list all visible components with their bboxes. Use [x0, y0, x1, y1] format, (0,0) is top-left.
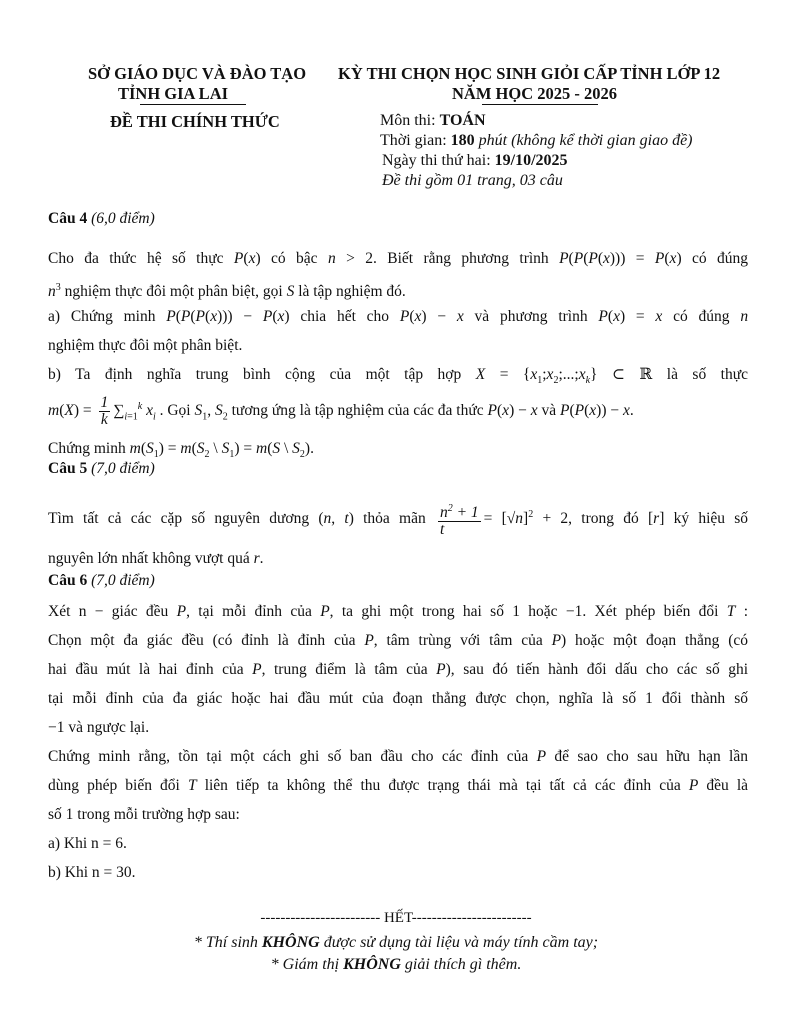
q6-line5: −1 và ngược lại. — [48, 719, 150, 736]
province-name: TỈNH GIA LAI — [118, 84, 229, 103]
q6-line4: tại mỗi đỉnh của đa giác hoặc hai đầu mút của đoạn thẳng được chọn, nghĩa là số 1 đổi thành số — [48, 690, 748, 707]
date-value: 19/10/2025 — [494, 152, 568, 169]
q4-part-a-line2: nghiệm thực đôi một phân biệt. — [48, 337, 243, 354]
footer-note-2: * Giám thị KHÔNG giải thích gì thêm. — [270, 956, 522, 973]
page-count-note: Đề thi gồm 01 trang, 03 câu — [382, 172, 563, 189]
q6-line6: Chứng minh rằng, tồn tại một cách ghi số ban đầu cho các đỉnh của P để sao cho sau hữu hạn lần — [48, 748, 748, 765]
q4-part-a-line1: a) Chứng minh P(P(P(x))) − P(x) chia hết cho P(x) − x và phương trình P(x) = x có đúng n — [48, 308, 749, 325]
exam-title: KỲ THI CHỌN HỌC SINH GIỎI CẤP TỈNH LỚP 12 — [338, 64, 721, 83]
q6-part-a: a) Khi n = 6. — [48, 835, 127, 852]
province-underline — [140, 104, 246, 105]
q6-line1: Xét n − giác đều P, tại mỗi đỉnh của P, ta ghi một trong hai số 1 hoặc −1. Xét phép biến đổi T : — [48, 603, 749, 620]
q5-line2: nguyên lớn nhất không vượt quá r. — [48, 550, 264, 567]
question-6-heading: Câu 6 (7,0 điểm) — [48, 572, 155, 589]
q4-intro-line2: $n^3$ nghiệm thực đôi một phân biệt, gọi S là tập nghiệm đó. — [48, 282, 406, 301]
q4-part-b-line3: Chứng minh $m(S_1) = m(S_2$ \ $S_1) = m(S$ \ $S_2$). — [48, 440, 314, 461]
q6-part-b: b) Khi n = 30. — [48, 864, 136, 881]
time-value: 180 — [450, 132, 475, 149]
department-name: SỞ GIÁO DỤC VÀ ĐÀO TẠO — [88, 64, 307, 83]
official-exam-label: ĐỀ THI CHÍNH THỨC — [110, 112, 280, 131]
date-label: Ngày thi thứ hai: — [382, 152, 491, 169]
school-year-underline — [482, 104, 598, 105]
q4-intro-line1: Cho đa thức hệ số thực P(x) có bậc n > 2. Biết rằng phương trình P(P(P(x))) = P(x) có đúng — [48, 250, 749, 267]
date-line — [382, 152, 568, 170]
q4-part-b-line1: b) Ta định nghĩa trung bình cộng của một tập hợp $X = \{x_1;x_2;...;x_k\}$ ⊂ ℝ là số thực — [48, 366, 749, 387]
subject-value: TOÁN — [439, 112, 486, 129]
question-4-heading: Câu 4 (6,0 điểm) — [48, 210, 155, 227]
subject-line — [380, 112, 486, 130]
q6-line8: số 1 trong mỗi trường hợp sau: — [48, 806, 240, 823]
q6-line3: hai đầu mút là hai đỉnh của P, trung điểm là tâm của P), sau đó tiến hành đổi dấu cho các số ghi — [48, 661, 749, 678]
q6-line7: dùng phép biến đổi T liên tiếp ta không thể thu được trạng thái mà tại tất cả các đỉnh của P đều là — [48, 777, 749, 794]
q4-part-b-line2: m(X) = $\frac{1}{k}$ $\sum_{i=1}^k$ $x_i$ . Gọi $S_1$, $S_2$ tương ứng là tập nghiệm của các đa thức P(x) − x và P(P(x)) − x. — [48, 394, 634, 429]
q6-line2: Chọn một đa giác đều (có đỉnh là đỉnh của P, tâm trùng với tâm của P) hoặc một đoạn thẳng (có — [48, 632, 749, 649]
end-marker: ------------------------ HẾT------------------------ — [260, 910, 532, 926]
school-year: NĂM HỌC 2025 - 2026 — [452, 84, 617, 103]
footer-note-1: * Thí sinh KHÔNG được sử dụng tài liệu và máy tính cầm tay; — [193, 934, 599, 951]
subject-label: Môn thi: — [380, 112, 436, 129]
time-note: phút (không kể thời gian giao đề) — [478, 132, 693, 149]
q5-line1: Tìm tất cả các cặp số nguyên dương (n, t) thỏa mãn $\frac{n^2 + 1}{t}$ = $[√n]^2 + 2$, trong đó [r] ký hiệu số — [48, 503, 749, 539]
question-5-heading: Câu 5 (7,0 điểm) — [48, 460, 155, 477]
time-label: Thời gian: — [380, 132, 447, 149]
time-line — [380, 132, 693, 150]
